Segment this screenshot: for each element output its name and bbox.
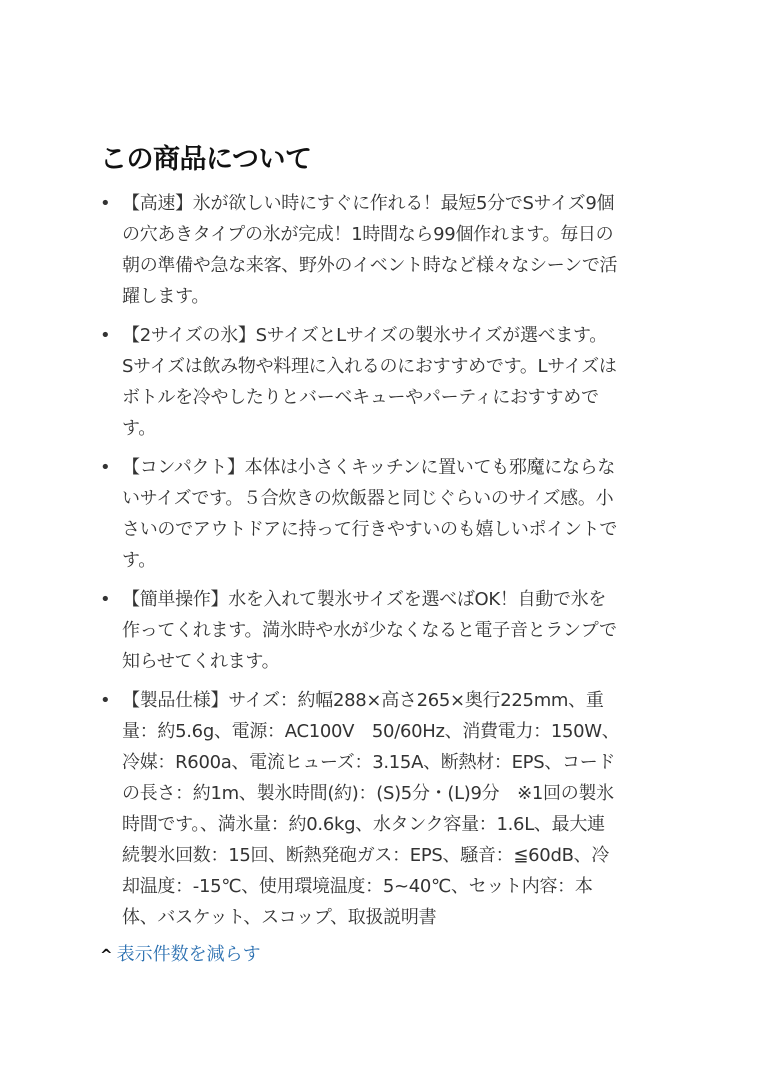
item-text-line: 【コンパクト】本体は小さくキッチンに置いても邪魔にならな [122,457,616,478]
item-text-line: 【簡単操作】水を入れて製氷サイズを選べばOK！自動で氷を [122,589,607,610]
item-text-line: 作ってくれます。満氷時や水が少なくなると電子音とランプで [122,620,617,641]
item-text-line: 【高速】氷が欲しい時にすぐに作れる！最短5分でSサイズ9個 [122,193,615,214]
bullet-icon: • [100,589,111,610]
list-item [100,584,660,677]
item-text-line: 【製品仕様】サイズ：約幅288×高さ265×奥行225mm、重 [122,690,604,711]
chevron-up-icon: ^ [100,946,113,964]
item-text-line: 量：約5.6g、電源：AC100V 50/60Hz、消費電力：150W、 [122,721,620,742]
item-text-line: 躍します。 [122,286,210,307]
feature-list [100,188,660,933]
item-text-line: 時間です。、満氷量：約0.6kg、水タンク容量：1.6L、最大連 [122,814,605,835]
item-text-line: 却温度：-15℃、使用環境温度：5~40℃、セット内容：本 [122,876,593,897]
item-text-line: 【2サイズの氷】SサイズとLサイズの製氷サイズが選べます。 [122,325,608,346]
item-text-line: す。 [122,418,156,439]
list-item [100,188,660,312]
bullet-icon: • [100,690,111,711]
list-item [100,685,660,933]
item-text-line: さいのでアウトドアに持って行きやすいのも嬉しいポイントで [122,519,618,540]
item-text-line: 体、バスケット、スコップ、取扱説明書 [122,907,437,928]
item-text-line: ボトルを冷やしたりとバーベキューやパーティにおすすめで [122,387,599,408]
item-text-line: Sサイズは飲み物や料理に入れるのにおすすめです。Lサイズは [122,356,617,377]
item-text-line: す。 [122,550,156,571]
list-item [100,320,660,444]
show-less-label[interactable]: 表示件数を減らす [116,944,261,965]
bullet-icon: • [100,325,111,346]
show-less-link[interactable] [100,941,660,969]
item-text-line: 冷媒：R600a、電流ヒューズ：3.15A、断熱材：EPS、コード [122,752,616,773]
item-text-line: の穴あきタイプの氷が完成！1時間なら99個作れます。毎日の [122,224,614,245]
item-text-line: 朝の準備や急な来客、野外のイベント時など様々なシーンで活 [122,255,618,276]
item-text-line: 知らせてくれます。 [122,651,280,672]
bullet-icon: • [100,457,111,478]
item-text-line: いサイズです。５合炊きの炊飯器と同じぐらいのサイズ感。小 [122,488,614,509]
item-text-line: の長さ：約1m、製氷時間(約)：(S)5分・(L)9分 ※1回の製氷 [122,783,614,804]
about-this-item-section [100,142,660,969]
bullet-icon: • [100,193,111,214]
section-title: この商品について [100,144,312,175]
item-text-line: 続製氷回数：15回、断熱発砲ガス：EPS、騒音：≦60dB、冷 [122,845,610,866]
list-item [100,452,660,576]
